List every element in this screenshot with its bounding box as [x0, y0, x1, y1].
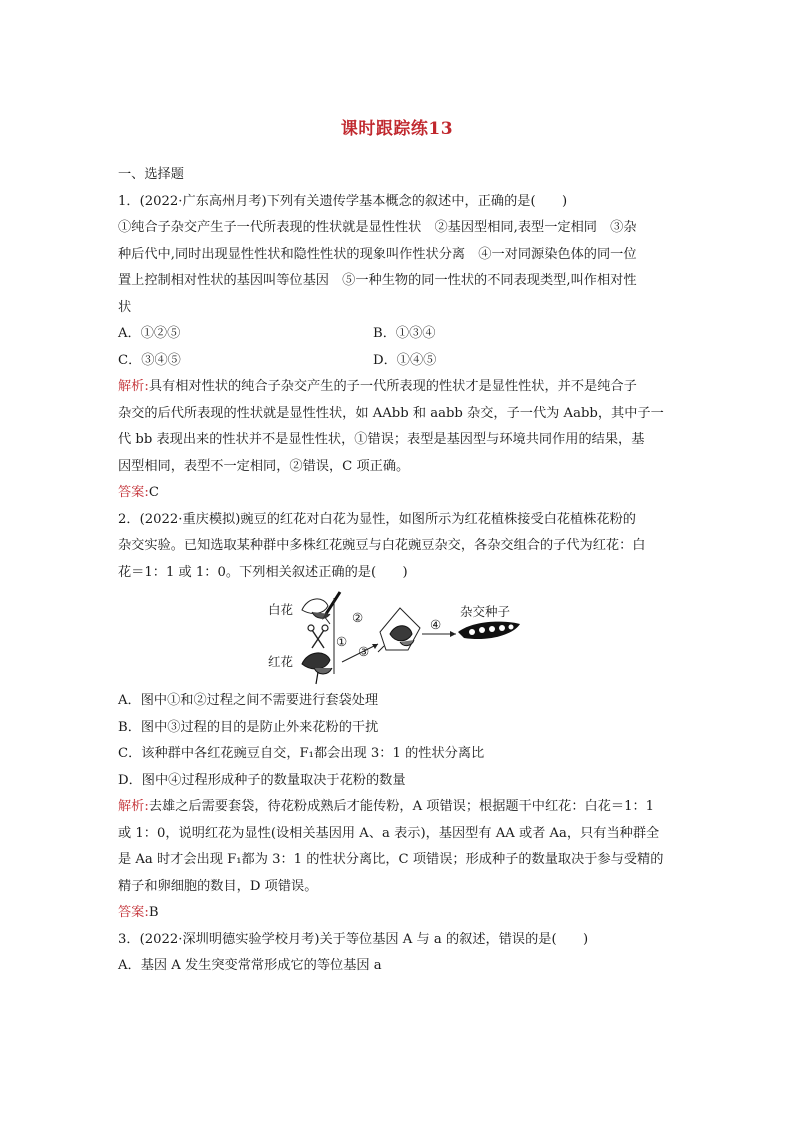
q2-stem-line: 杂交实验。已知选取某种群中多株红花豌豆与白花豌豆杂交，各杂交组合的子代为红花：白	[118, 538, 646, 553]
step-1-label: ①	[336, 635, 348, 649]
q1-analysis-line: 杂交的后代所表现的性状就是显性性状，如 AAbb 和 aabb 杂交，子一代为 Aabb，其中子一	[118, 405, 664, 421]
q2-analysis-line: 是 Aa 时才会出现 F₁都为 3：1 的性状分离比，C 项错误；形成种子的数量取决于参与受精的	[118, 852, 664, 867]
page-title: 课时跟踪练13	[340, 119, 454, 139]
q3-option-a[interactable]: A．基因 A 发生突变常常形成它的等位基因 a	[118, 958, 382, 973]
label-hybrid-seed: 杂交种子	[460, 605, 511, 619]
q1-option-d[interactable]: D．①④⑤	[373, 352, 437, 368]
q1-option-c[interactable]: C．③④⑤	[118, 352, 181, 368]
q2-option-a[interactable]: A．图中①和②过程之间不需要进行套袋处理	[118, 693, 379, 708]
step-2-label: ②	[352, 611, 364, 625]
q1-option-a[interactable]: A．①②⑤	[118, 326, 181, 341]
q1-stem: 1．(2022·广东高州月考)下列有关遗传学基本概念的叙述中，正确的是( )	[118, 193, 568, 209]
q1-option-b[interactable]: B．①③④	[373, 326, 436, 341]
label-white-flower: 白花	[268, 603, 294, 617]
q3-stem: 3．(2022·深圳明德实验学校月考)关于等位基因 A 与 a 的叙述，错误的是( )	[118, 931, 589, 947]
q2-stem-line: 花＝1：1 或 1：0。下列相关叙述正确的是( )	[118, 564, 408, 580]
q2-option-d[interactable]: D．图中④过程形成种子的数量取决于花粉的数量	[118, 772, 406, 788]
figure-svg	[268, 588, 528, 686]
q1-statement-line: ①纯合子杂交产生子一代所表现的性状就是显性性状 ②基因型相同,表型一定相同 ③杂	[118, 220, 637, 235]
q1-options-row	[118, 321, 680, 348]
answer-label: 答案:	[118, 905, 149, 920]
analysis-label: 解析:	[118, 379, 149, 394]
q2-analysis-line: 精子和卵细胞的数目，D 项错误。	[118, 878, 318, 894]
q1-statement-line: 状	[118, 299, 132, 315]
bagged-flower-icon	[378, 608, 420, 652]
answer-label: 答案:	[118, 485, 149, 500]
cross-experiment-figure	[118, 588, 680, 686]
section-heading: 一、选择题	[118, 167, 184, 182]
q2-analysis-line: 或 1：0，说明红花为显性(设相关基因用 A、a 表示)，基因型有 AA 或者 Aa，只有当种群全	[118, 825, 660, 841]
scissors-icon	[308, 625, 328, 648]
q1-analysis-line: 代 bb 表现出来的性状并不是显性性状，①错误；表型是基因型与环境共同作用的结果，基	[118, 432, 645, 447]
q2-option-c[interactable]: C．该种群中各红花豌豆自交，F₁都会出现 3：1 的性状分离比	[118, 746, 485, 761]
step-3-label: ③	[358, 645, 370, 659]
q2-analysis: 解析:去雄之后需要套袋，待花粉成熟后才能传粉，A 项错误；根据题干中红花：白花＝1：1	[118, 799, 655, 814]
q2-answer: 答案:B	[118, 905, 159, 920]
q1-analysis: 解析:具有相对性状的纯合子杂交产生的子一代所表现的性状才是显性性状，并不是纯合子	[118, 379, 637, 394]
label-red-flower: 红花	[268, 655, 294, 669]
q1-answer: 答案:C	[118, 485, 159, 500]
content-body	[118, 162, 680, 980]
q1-options-row	[118, 348, 680, 375]
q1-statement-line: 种后代中,同时出现显性性状和隐性性状的现象叫作性状分离 ④一对同源染色体的同一位	[118, 246, 637, 262]
q1-statement-line: 置上控制相对性状的基因叫等位基因 ⑤一种生物的同一性状的不同表现类型,叫作相对性	[118, 273, 637, 288]
red-flower-icon	[302, 653, 332, 684]
white-flower-icon	[302, 599, 330, 624]
q1-analysis-line: 因型相同，表型不一定相同，②错误，C 项正确。	[118, 458, 410, 474]
analysis-label: 解析:	[118, 799, 149, 814]
q2-option-b[interactable]: B．图中③过程的目的是防止外来花粉的干扰	[118, 719, 379, 735]
step-4-label: ④	[430, 618, 442, 632]
pea-pod-icon	[458, 622, 520, 639]
q2-stem-line: 2．(2022·重庆模拟)豌豆的红花对白花为显性，如图所示为红花植株接受白花植株花粉的	[118, 511, 636, 527]
